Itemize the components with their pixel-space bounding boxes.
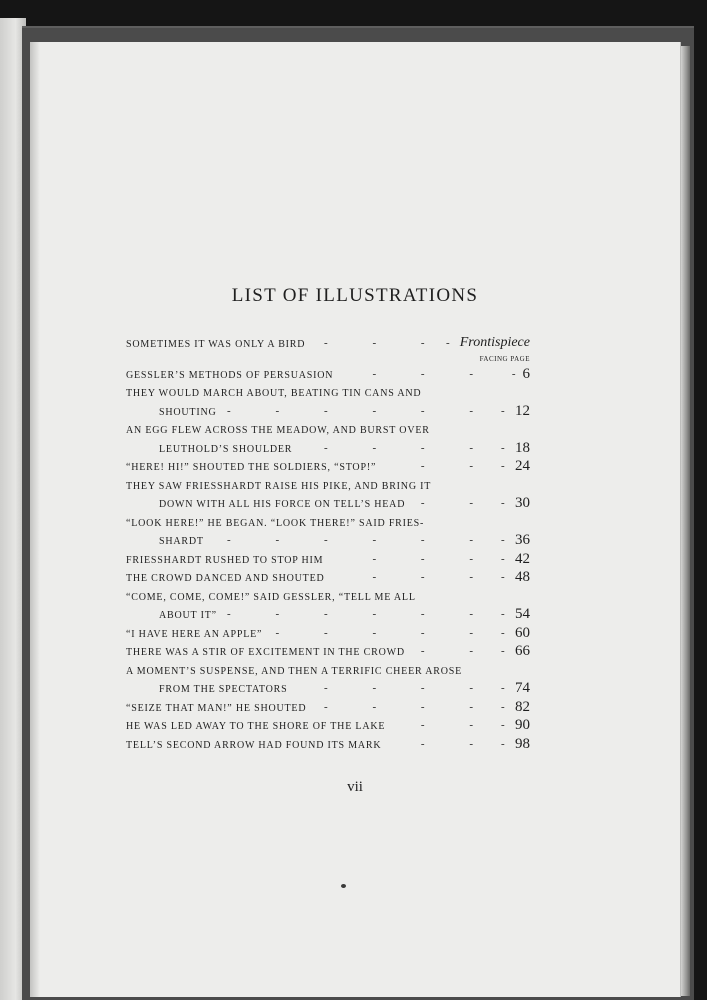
page-ref: 54: [515, 606, 530, 622]
leader-dash: -: [469, 441, 474, 454]
toc-line: [126, 679, 530, 698]
leader-dash: -: [420, 645, 425, 657]
leader-dash: -: [511, 367, 516, 380]
leader-dash: -: [420, 534, 425, 546]
leader-dash: -: [469, 719, 474, 731]
leader-dash: -: [420, 626, 425, 639]
leader-dash: -: [275, 608, 280, 620]
leader-dash: -: [372, 608, 377, 620]
caption-text: “COME, COME, COME!” SAID GESSLER, “TELL ME ALL: [126, 591, 416, 603]
page-ref: 36: [515, 532, 530, 548]
leader-dash: -: [420, 460, 425, 472]
toc-line: [126, 420, 530, 439]
leader-dash: -: [469, 700, 474, 713]
leader-dash: -: [501, 552, 505, 565]
leader-dash: -: [469, 552, 474, 565]
leader-dash: -: [469, 367, 474, 380]
caption-text: GESSLER’S METHODS OF PERSUASION: [126, 369, 334, 381]
leader-dash: -: [372, 682, 377, 694]
leader-dash: -: [469, 460, 474, 472]
toc-line: [126, 624, 530, 643]
leader-dash: -: [501, 645, 505, 657]
page-ref: 6: [522, 365, 530, 382]
leader-dash: -: [420, 404, 425, 417]
leader-dash: -: [372, 700, 377, 713]
leader-dash: -: [420, 441, 425, 454]
leader-dash: -: [275, 534, 280, 546]
leader-dash: -: [469, 737, 474, 750]
leader-dash: -: [501, 534, 505, 546]
page-ref: 66: [515, 643, 530, 659]
leader-dash: -: [501, 441, 505, 454]
page-ref: 18: [515, 439, 530, 456]
page-ref: 42: [515, 550, 530, 567]
leader-dash: -: [469, 626, 474, 639]
book-page: [30, 42, 680, 997]
leader-dash: -: [420, 719, 425, 731]
page-ref: 48: [515, 569, 530, 585]
page-ref: 24: [515, 458, 530, 474]
leader-dash: -: [420, 497, 425, 509]
toc-line: [126, 494, 530, 513]
toc-line: [126, 457, 530, 476]
leader-dash: -: [372, 571, 377, 583]
leader-dash: -: [420, 682, 425, 694]
caption-text: SHOUTING: [159, 406, 217, 418]
leader-dash: -: [501, 682, 505, 694]
leader-dash: -: [323, 441, 328, 454]
leader-dash: -: [501, 700, 505, 713]
gutter-shadow: [30, 42, 40, 997]
toc-line: [126, 402, 530, 421]
leader-dash: -: [469, 534, 474, 546]
page-ref: 98: [515, 735, 530, 752]
caption-text: “SEIZE THAT MAN!” HE SHOUTED: [126, 702, 307, 714]
illustrations-list: [126, 334, 530, 753]
toc-line: [126, 476, 530, 495]
leader-dash: -: [372, 337, 377, 349]
leader-dash: -: [372, 552, 377, 565]
leader-dash: -: [469, 404, 474, 417]
facing-page-label: FACING PAGE: [479, 354, 530, 363]
caption-text: THERE WAS A STIR OF EXCITEMENT IN THE CROWD: [126, 647, 405, 658]
leader-dash: -: [446, 337, 450, 349]
leader-dash: -: [372, 367, 377, 380]
page-ref: 60: [515, 624, 530, 641]
caption-text: AN EGG FLEW ACROSS THE MEADOW, AND BURST OVER: [126, 425, 430, 436]
leader-dash: -: [501, 626, 505, 639]
leader-dash: -: [469, 682, 474, 694]
toc-line: [126, 383, 530, 402]
caption-text: SOMETIMES IT WAS ONLY A BIRD: [126, 339, 306, 350]
caption-text: HE WAS LED AWAY TO THE SHORE OF THE LAKE: [126, 721, 386, 732]
toc-line: [126, 587, 530, 606]
page-heading: LIST OF ILLUSTRATIONS: [231, 285, 479, 306]
caption-text: SHARDT: [159, 536, 204, 547]
toc-line: [126, 735, 530, 754]
caption-text: THE CROWD DANCED AND SHOUTED: [126, 573, 325, 584]
caption-text: FROM THE SPECTATORS: [159, 684, 288, 695]
leader-dash: -: [469, 571, 474, 583]
toc-line: [126, 531, 530, 550]
toc-line: [126, 568, 530, 587]
caption-text: THEY WOULD MARCH ABOUT, BEATING TIN CANS AND: [126, 388, 422, 399]
toc-line: [126, 550, 530, 569]
leader-dash: -: [420, 337, 425, 349]
leader-dash: -: [420, 552, 425, 565]
leader-dash: -: [372, 626, 377, 639]
leader-dash: -: [501, 737, 505, 750]
leader-dash: -: [501, 404, 505, 417]
leader-dash: -: [323, 700, 328, 713]
leader-dash: -: [323, 337, 328, 349]
frontispiece-label: Frontispiece: [459, 335, 530, 350]
leader-dash: -: [275, 404, 280, 417]
leader-dash: -: [420, 367, 425, 380]
leader-dash: -: [469, 608, 474, 620]
caption-text: LEUTHOLD’S SHOULDER: [159, 443, 293, 455]
toc-line: [126, 513, 530, 532]
toc-line: [126, 661, 530, 680]
leader-dash: -: [420, 571, 425, 583]
page-ref: 30: [515, 495, 530, 511]
leader-dash: -: [323, 534, 328, 546]
page-ref: 82: [515, 698, 530, 715]
leader-dash: -: [501, 460, 505, 472]
leader-dash: -: [501, 608, 505, 620]
leader-dash: -: [372, 534, 377, 546]
leader-dash: -: [372, 404, 377, 417]
toc-line: [126, 334, 530, 353]
toc-line: [126, 439, 530, 458]
page-ref: 12: [515, 402, 530, 419]
page-ref: 74: [515, 680, 530, 696]
caption-text: “I HAVE HERE AN APPLE”: [126, 628, 263, 640]
caption-text: FRIESSHARDT RUSHED TO STOP HIM: [126, 554, 324, 566]
leader-dash: -: [323, 404, 328, 417]
caption-text: THEY SAW FRIESSHARDT RAISE HIS PIKE, AND BRING IT: [126, 480, 432, 492]
toc-line: [126, 716, 530, 735]
paper-speck: [341, 884, 346, 888]
leader-dash: -: [227, 608, 231, 620]
caption-text: TELL’S SECOND ARROW HAD FOUND ITS MARK: [126, 739, 382, 751]
leader-dash: -: [469, 497, 474, 509]
leader-dash: -: [323, 682, 328, 694]
page-number: vii: [347, 779, 363, 795]
leader-dash: -: [501, 719, 505, 731]
leader-dash: -: [323, 626, 328, 639]
caption-text: “HERE! HI!” SHOUTED THE SOLDIERS, “STOP!”: [126, 462, 377, 473]
leader-dash: -: [501, 497, 505, 509]
leader-dash: -: [420, 700, 425, 713]
caption-text: A MOMENT’S SUSPENSE, AND THEN A TERRIFIC CHEER AROSE: [126, 665, 462, 677]
leader-dash: -: [275, 626, 280, 639]
leader-dash: -: [227, 534, 231, 546]
leader-dash: -: [323, 608, 328, 620]
leader-dash: -: [372, 441, 377, 454]
toc-line: [126, 605, 530, 624]
caption-text: ABOUT IT”: [159, 610, 217, 621]
leader-dash: -: [501, 571, 505, 583]
leader-dash: -: [469, 645, 474, 657]
caption-text: “LOOK HERE!” HE BEGAN. “LOOK THERE!” SAID FRIES-: [126, 517, 425, 529]
leader-dash: -: [420, 737, 425, 750]
leader-dash: -: [227, 404, 231, 417]
page-ref: 90: [515, 717, 530, 733]
toc-line: [126, 365, 530, 384]
toc-line: [126, 642, 530, 661]
caption-text: DOWN WITH ALL HIS FORCE ON TELL’S HEAD: [159, 499, 406, 510]
toc-line: [126, 698, 530, 717]
leader-dash: -: [420, 608, 425, 620]
